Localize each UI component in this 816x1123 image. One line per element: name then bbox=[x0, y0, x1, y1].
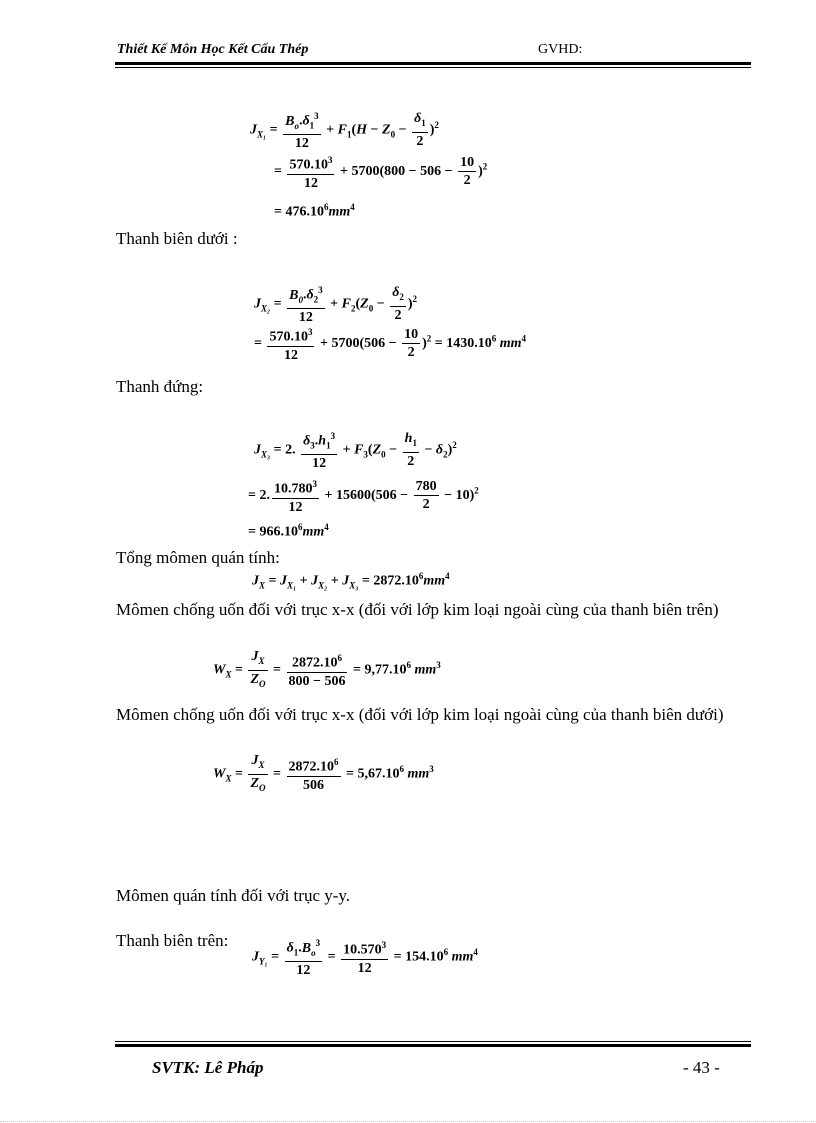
page-bottom-edge bbox=[0, 1121, 816, 1122]
header-rule-thick bbox=[115, 62, 751, 65]
label-web: Thanh đứng: bbox=[116, 377, 204, 396]
header-title: Thiết Kế Môn Học Kết Cấu Thép bbox=[117, 42, 309, 57]
equation-jx2-line1: $J_{X_2}$ = $\frac{B_0.\delta_2^3}{12}$ + $F_2(Z_0$ − $\frac{\delta_2}{2}$ )$^2$ bbox=[254, 282, 417, 326]
equation-jx3-line2: = 2. $\frac{10.780^3}{12}$ + 15600(506 − $\frac{780}{2}$ − 10)$^2$ bbox=[248, 476, 479, 516]
paragraph-moment-top: Mômen chống uốn đối với trục x-x (đối với lớp kim loại ngoài cùng của thanh biên trên) bbox=[116, 600, 719, 619]
footer-student: SVTK: Lê Pháp bbox=[152, 1058, 264, 1077]
equation-jx-total: $J_X = J_{X_1} + J_{X_2} + J_{X_3} = 2872.10^6mm^4$ bbox=[252, 571, 450, 591]
equation-wx-top: $W_X$ = $\frac{J_X}{Z_O}$ = $\frac{2872.10^6}{800 - 506}$ = $9,77.10^6$ $mm^3$ bbox=[213, 649, 441, 690]
equation-jx1-line3: = $476.10^6mm^4$ bbox=[274, 202, 355, 220]
paragraph-moment-bottom: Mômen chống uốn đối với trục x-x (đối với lớp kim loại ngoài cùng của thanh biên dưới) bbox=[116, 705, 724, 724]
equation-jx3-line1: $J_{X_3} = 2$. $\frac{\delta_3.h_1^3}{12}$ + $F_3(Z_0$ − $\frac{h_1}{2}$ − $\delta_2)^2$ bbox=[254, 428, 457, 472]
label-total-inertia: Tổng mômen quán tính: bbox=[116, 548, 280, 567]
label-bottom-flange: Thanh biên dưới : bbox=[116, 229, 238, 248]
footer-page-number: - 43 - bbox=[683, 1058, 720, 1077]
paragraph-inertia-yy: Mômen quán tính đối với trục y-y. bbox=[116, 886, 351, 905]
footer-rule-thin bbox=[115, 1041, 751, 1042]
header-gvhd: GVHD: bbox=[538, 42, 583, 57]
equation-wx-bottom: $W_X$ = $\frac{J_X}{Z_O}$ = $\frac{2872.10^6}{506}$ = $5,67.10^6$ $mm^3$ bbox=[213, 753, 434, 794]
equation-jx1-line1: $J_{X_1}$ = $\frac{B_o.\delta_1^3}{12}$ + $F_1(H - Z_0$ − $\frac{\delta_1}{2}$ )$^2$ bbox=[250, 108, 439, 152]
label-top-flange: Thanh biên trên: bbox=[116, 931, 229, 950]
equation-jx2-line2: = $\frac{570.10^3}{12}$ + 5700(506 − $\frac{10}{2}$ )$^2 = 1430.10^6$ $mm^4$ bbox=[254, 324, 526, 364]
footer-rule-thick bbox=[115, 1044, 751, 1047]
equation-jx3-line3: = $966.10^6mm^4$ bbox=[248, 522, 329, 540]
equation-jy1: $J_{Y_1}$ = $\frac{\delta_1.B_o^3}{12}$ = $\frac{10.570^3}{12}$ = $154.10^6$ $mm^4$ bbox=[252, 935, 478, 979]
equation-jx1-line2: = $\frac{570.10^3}{12}$ + 5700(800 − 506 − $\frac{10}{2}$ )$^2$ bbox=[274, 152, 487, 192]
header-rule-thin bbox=[115, 67, 751, 68]
